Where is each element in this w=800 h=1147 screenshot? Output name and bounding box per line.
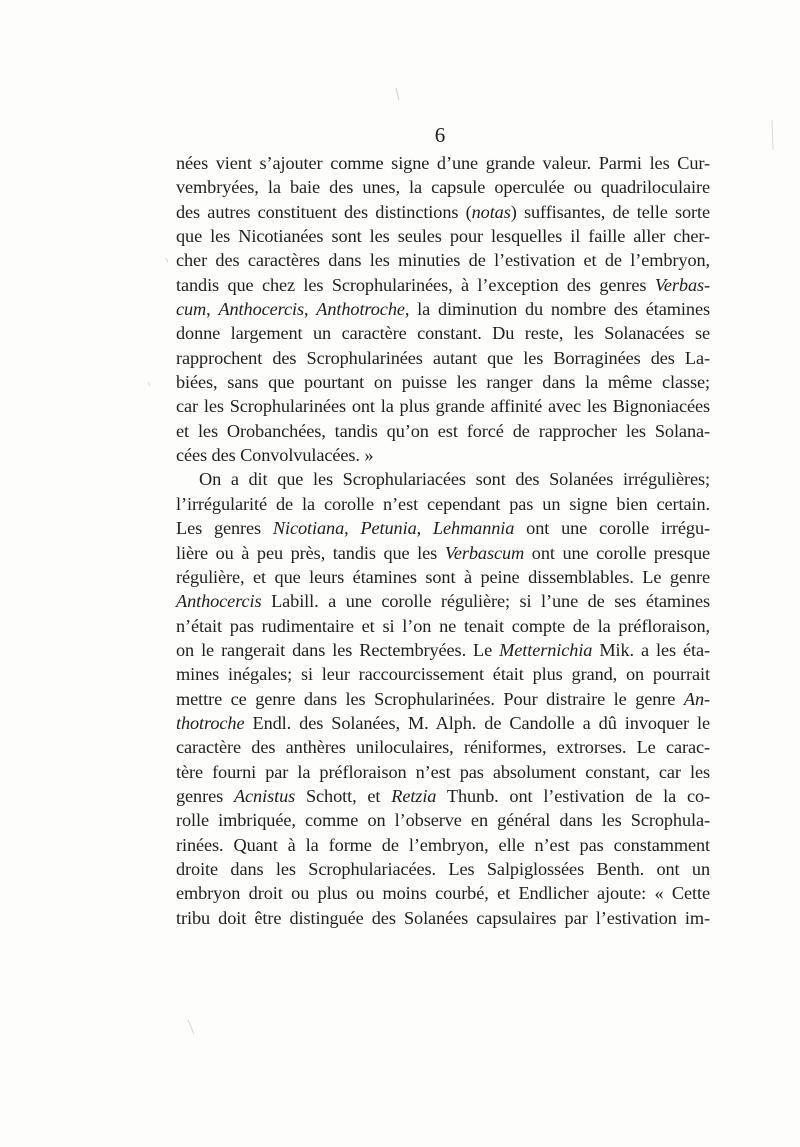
text-segment: Les genres — [176, 518, 273, 539]
text-segment: car les Scrophularinées ont la plus grande affinité avec les Bignoniacées — [176, 396, 710, 417]
text-line — [176, 370, 710, 394]
text-segment: On a dit que les Scrophulariacées sont des Solanées irrégulières; — [199, 469, 710, 490]
text-segment: tandis que chez les Scrophularinées, à l’exception des genres — [176, 274, 655, 295]
text-line — [176, 492, 710, 516]
text-line — [176, 541, 710, 565]
text-line — [176, 711, 710, 735]
text-segment: Labill. a une corolle régulière; si l’une de ses étamines — [261, 591, 710, 612]
text-segment: caractère des anthères uniloculaires, réniformes, extrorses. Le carac- — [176, 737, 710, 758]
text-line — [176, 224, 710, 248]
text-segment: et les Orobanchées, tandis qu’on est forcé de rapprocher les Solana- — [176, 420, 710, 441]
text-line — [176, 516, 710, 540]
text-line — [176, 419, 710, 443]
italic-text: An- — [683, 688, 710, 709]
italic-text: notas — [471, 201, 511, 222]
text-line — [176, 614, 710, 638]
text-segment: on le rangerait dans les Rectembryées. Le — [176, 639, 500, 660]
text-line — [176, 297, 710, 321]
text-line — [176, 662, 710, 686]
text-line — [176, 687, 710, 711]
italic-text: Anthocercis — [218, 299, 304, 320]
italic-text: Nicotiana — [272, 518, 345, 539]
italic-text: Retzia — [391, 785, 437, 806]
italic-text: Metternichia — [499, 639, 593, 660]
text-segment: nées vient s’ajouter comme signe d’une grande valeur. Parmi les Cur- — [176, 153, 710, 173]
text-line — [176, 394, 710, 418]
text-segment: ) suffisantes, de telle sorte — [510, 201, 710, 222]
text-segment: des autres constituent des distinctions ( — [176, 201, 472, 222]
text-line — [176, 881, 710, 905]
text-line — [176, 833, 710, 857]
text-segment: mines inégales; si leur raccourcissement était plus grand, on pourrait — [176, 664, 710, 685]
text-segment: cées des Convolvulacées. » — [176, 445, 374, 466]
text-segment: Thunb. ont l’estivation de la co- — [436, 785, 710, 806]
text-line — [176, 638, 710, 662]
text-segment: n’était pas rudimentaire et si l’on ne tenait compte de la préfloraison, — [176, 615, 710, 636]
text-line — [176, 589, 710, 613]
text-segment: mettre ce genre dans les Scrophularinées. Pour distraire le genre — [176, 688, 684, 709]
text-segment: vembryées, la baie des unes, la capsule operculée ou quadriloculaire — [176, 177, 710, 198]
text-segment: biées, sans que pourtant on puisse les ranger dans la même classe; — [176, 372, 710, 393]
text-segment: ont une corolle irrégu- — [514, 518, 710, 539]
italic-text: Lehmannia — [432, 518, 515, 539]
text-segment: , — [304, 299, 317, 320]
paper-speck — [148, 382, 150, 386]
text-segment: rinées. Quant à la forme de l’embryon, elle n’est pas constamment — [176, 834, 710, 855]
text-segment: Endl. des Solanées, M. Alph. de Candolle a dû invoquer le — [244, 712, 710, 733]
text-segment: l’irrégularité de la corolle n’est cependant pas un signe bien certain. — [176, 493, 710, 514]
text-line — [176, 735, 710, 759]
text-segment: , — [416, 518, 433, 539]
text-line — [176, 346, 710, 370]
text-line — [176, 784, 710, 808]
text-line — [176, 321, 710, 345]
text-segment: rapprochent des Scrophularinées autant que les Borraginées des La- — [176, 347, 710, 368]
text-line — [176, 443, 710, 467]
text-segment: genres — [176, 785, 234, 806]
text-segment: Mik. a les éta- — [592, 639, 710, 660]
text-line — [176, 565, 710, 589]
text-segment: tère fourni par la préfloraison n’est pas absolument constant, car les — [176, 761, 710, 782]
italic-text: Verbas- — [654, 274, 710, 295]
page-number: 6 — [434, 123, 446, 147]
text-segment: cher des caractères dans les minuties de l’estivation et de l’embryon, — [176, 250, 710, 271]
text-line — [176, 151, 710, 175]
text-line — [176, 906, 710, 930]
italic-text: Anthocercis — [176, 591, 262, 612]
text-segment: donne largement un caractère constant. Du reste, les Solanacées se — [176, 323, 710, 344]
body-text — [176, 151, 710, 930]
text-line — [176, 175, 710, 199]
text-line — [176, 760, 710, 784]
italic-text: Verbascum — [444, 542, 525, 563]
text-segment: rolle imbriquée, comme on l’observe en général dans les Scrophula- — [176, 810, 710, 831]
text-segment: Schott, et — [295, 785, 392, 806]
italic-text: Acnistus — [233, 785, 296, 806]
text-line — [176, 248, 710, 272]
text-line — [176, 857, 710, 881]
paper-speck — [188, 1020, 194, 1034]
text-line — [176, 200, 710, 224]
text-segment: régulière, et que leurs étamines sont à peine dissemblables. Le genre — [176, 566, 710, 587]
text-segment: , — [344, 518, 361, 539]
text-segment: , — [206, 299, 219, 320]
italic-text: thotroche — [176, 712, 245, 733]
paper-speck — [396, 88, 399, 100]
text-segment: droite dans les Scrophulariacées. Les Salpiglossées Benth. ont un — [176, 858, 710, 879]
text-line — [176, 467, 710, 491]
text-segment: que les Nicotianées sont les seules pour lesquelles il faille aller cher- — [176, 226, 710, 247]
text-line — [176, 273, 710, 297]
text-segment: embryon droit ou plus ou moins courbé, et Endlicher ajoute: « Cette — [176, 883, 710, 904]
text-segment: , la diminution du nombre des étamines — [404, 299, 710, 320]
text-segment: ont une corolle presque — [524, 542, 710, 563]
italic-text: cum — [176, 299, 207, 320]
text-segment: tribu doit être distinguée des Solanées capsulaires par l’estivation im- — [176, 907, 710, 928]
text-segment: lière ou à peu près, tandis que les — [176, 542, 445, 563]
italic-text: Petunia — [360, 518, 417, 539]
italic-text: Anthotroche — [316, 299, 405, 320]
paper-speck — [166, 258, 168, 262]
text-line — [176, 808, 710, 832]
